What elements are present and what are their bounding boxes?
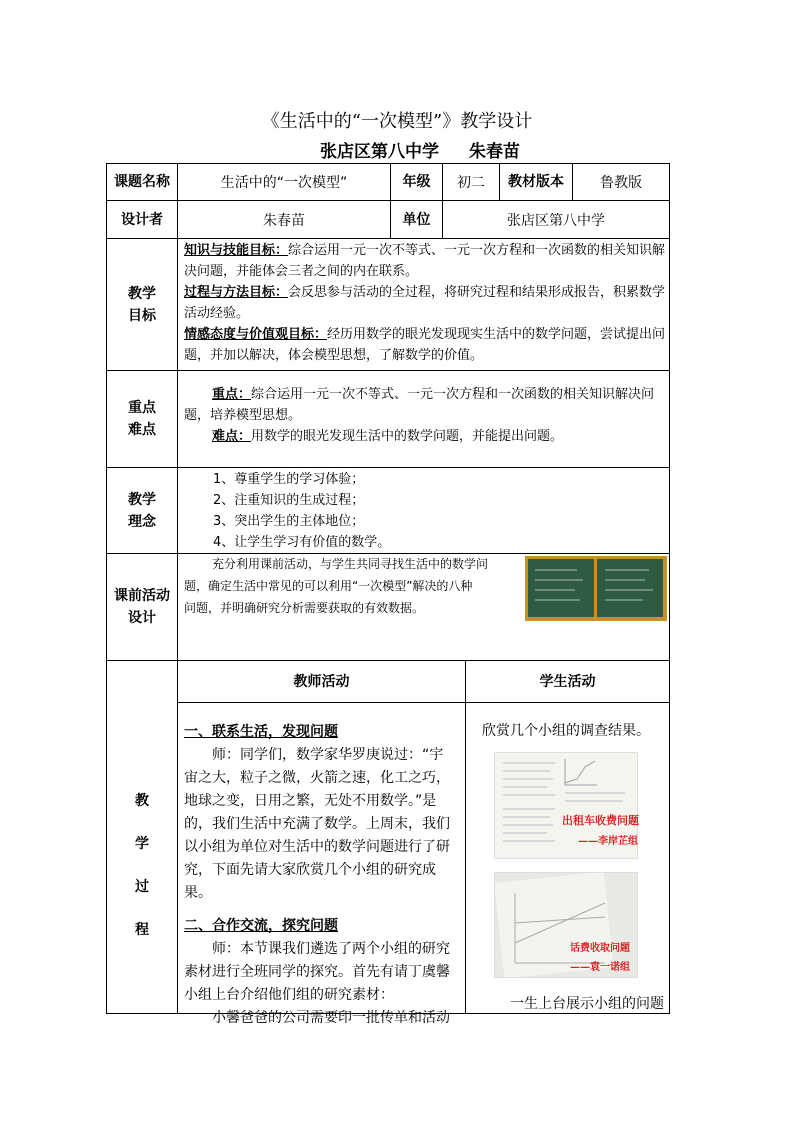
designer-value: 朱春苗 [263, 212, 305, 229]
concept-item: 4、让学生学习有价值的数学。 [213, 535, 391, 550]
grade-label: 年级 [402, 174, 431, 190]
edition-label: 教材版本 [508, 174, 564, 190]
goals-label: 教学 目标 [128, 285, 156, 324]
pre-label: 课前活动 设计 [114, 588, 170, 626]
student-bottom-text: 一生上台展示小组的问题 [510, 996, 664, 1012]
topic-value: 生活中的“一次模型” [220, 175, 348, 191]
school-name: 张店区第八中学 [320, 142, 440, 162]
pre-content: 充分利用课前活动，与学生共同寻找生活中的数学问 题，确定生活中常见的可以利用“一次模型”解决的八种 问题，并明确研究分析需要获取的有效数据。 [184, 557, 489, 615]
knowledge-goal: 知识与技能目标：综合运用一元一次不等式、一元一次方程和一次函数的相关知识解决问题，并能体会三者之间的内在联系。 [184, 243, 666, 279]
chalk-lines [525, 556, 667, 621]
goals-content [184, 240, 666, 366]
keys-content [184, 384, 666, 447]
keys-label: 重点 难点 [128, 400, 156, 438]
topic-label: 课题名称 [114, 174, 170, 190]
unit-value: 张店区第八中学 [507, 212, 605, 229]
subtitle [0, 137, 794, 162]
unit-label: 单位 [402, 211, 431, 228]
designer-label: 设计者 [121, 211, 163, 228]
concept-label: 教学 理念 [128, 491, 156, 530]
photo2-caption: 话费收取问题 [570, 943, 630, 954]
photo2-author: ——袁一诺组 [570, 962, 630, 973]
teacher-activity [184, 721, 456, 1030]
section-2-text: 师：本节课我们遴选了两个小组的研究素材进行全班同学的探究。首先有请丁虞馨小组上台介绍他们组的研究素材： [184, 941, 450, 1003]
page-title: 《生活中的“一次模型”》教学设计 [261, 111, 533, 132]
section-2-title: 二、合作交流，探究问题 [184, 918, 338, 934]
key-point: 重点：综合运用一元一次不等式、一元一次方程和一次函数的相关知识解决问题，培养模型思想。 [184, 387, 655, 423]
concept-item: 1、尊重学生的学习体验； [213, 472, 365, 487]
photo1-author: ——李岸芷组 [578, 836, 638, 847]
emotion-goal: 情感态度与价值观目标：经历用数学的眼光发现现实生活中的数学问题，尝试提出问题，并加以解决，体会模型思想，了解数学的价值。 [184, 327, 666, 363]
section-1-title: 一、联系生活，发现问题 [184, 724, 338, 740]
photo1-caption: 出租车收费问题 [562, 814, 639, 827]
student-header: 学生活动 [539, 673, 596, 690]
process-label: 教 学 过 程 [135, 793, 149, 938]
section-1-text: 师：同学们，数学家华罗庚说过：“宇宙之大，粒子之微，火箭之速，化工之巧，地球之变，日用之繁，无处不用数学。”是的，我们生活中充满了数学。上周末，我们以小组为单位对生活中的数学问题进行了研究，下面先请大家欣赏几个小组的研究成果。 [184, 747, 450, 901]
blackboard-photo [525, 556, 667, 621]
concept-list [213, 469, 653, 553]
student-top-text: 欣赏几个小组的调查结果。 [482, 723, 650, 739]
process-goal: 过程与方法目标：会反思参与活动的全过程，将研究过程和结果形成报告，积累数学活动经验。 [184, 285, 666, 321]
concept-item: 2、注重知识的生成过程； [213, 493, 365, 508]
difficulty-point: 难点：用数学的眼光发现生活中的数学问题，并能提出问题。 [212, 429, 564, 444]
edition-value: 鲁教版 [600, 175, 642, 191]
grade-value: 初二 [457, 175, 485, 191]
teacher-header: 教师活动 [293, 673, 350, 690]
section-2-text-2: 小馨爸爸的公司需要印一批传单和活动 [212, 1010, 450, 1026]
author-name: 朱春苗 [468, 142, 520, 162]
concept-item: 3、突出学生的主体地位； [213, 514, 365, 529]
